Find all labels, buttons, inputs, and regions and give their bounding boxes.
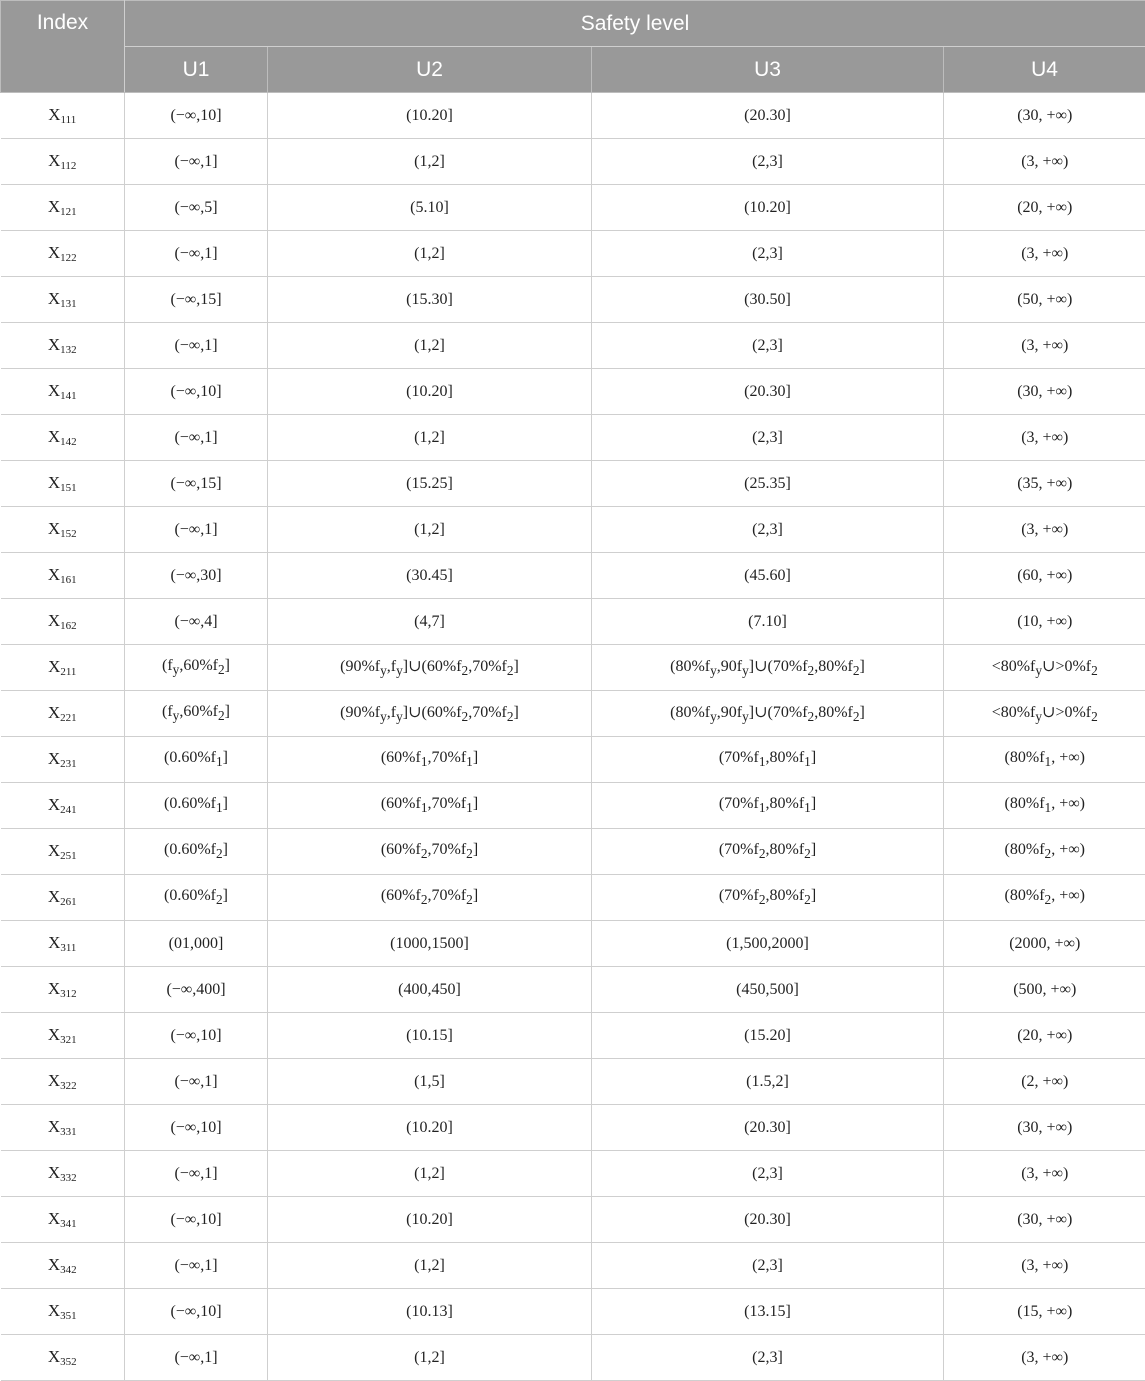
index-cell xyxy=(1,875,125,921)
level-header-u2: U2 xyxy=(268,47,592,93)
level-cell-u2: (400,450] xyxy=(268,967,592,1013)
level-cell-u1: (−∞,10] xyxy=(125,1105,268,1151)
index-subscript: 112 xyxy=(60,160,76,172)
level-cell-u1: $(f_y,60\%f_2]$ xyxy=(125,645,268,691)
level-cell-u2: (10.20] xyxy=(268,1197,592,1243)
level-cell-u4: (35, +∞) xyxy=(944,461,1145,507)
index-letter: X xyxy=(48,151,60,170)
level-cell-u1: (−∞,10] xyxy=(125,1013,268,1059)
index-cell xyxy=(1,139,125,185)
index-cell xyxy=(1,1243,125,1289)
index-letter: X xyxy=(48,611,60,630)
level-cell-u3: (10.20] xyxy=(592,185,944,231)
level-header-u4: U4 xyxy=(944,47,1145,93)
level-cell-u2: $(60\%f_2,70\%f_2]$ xyxy=(268,875,592,921)
level-cell-u3: $(80\%f_y,90f_y]\cup(70\%f_2,80\%f_2]$ xyxy=(592,645,944,691)
level-cell-u2: $(60\%f_1,70\%f_1]$ xyxy=(268,783,592,829)
level-cell-u4: $<80\%f_y\cup>0\%f_2$ xyxy=(944,645,1145,691)
table-row xyxy=(1,1289,1145,1335)
index-cell xyxy=(1,1335,125,1381)
index-subscript: 351 xyxy=(60,1310,77,1322)
index-letter: X xyxy=(48,473,60,492)
level-cell-u1: (−∞,15] xyxy=(125,277,268,323)
index-letter: X xyxy=(48,197,60,216)
index-cell xyxy=(1,231,125,277)
table-row xyxy=(1,1335,1145,1381)
level-cell-u1: (−∞,4] xyxy=(125,599,268,645)
table-body xyxy=(1,93,1145,1381)
level-cell-u2: (30.45] xyxy=(268,553,592,599)
level-cell-u2: (15.30] xyxy=(268,277,592,323)
level-cell-u1: (−∞,1] xyxy=(125,231,268,277)
table-row xyxy=(1,231,1145,277)
index-subscript: 312 xyxy=(60,988,77,1000)
level-cell-u3: (450,500] xyxy=(592,967,944,1013)
table-row xyxy=(1,369,1145,415)
level-cell-u3: (20.30] xyxy=(592,93,944,139)
table-row xyxy=(1,461,1145,507)
table-row xyxy=(1,1105,1145,1151)
index-letter: X xyxy=(48,749,60,768)
level-cell-u2: (5.10] xyxy=(268,185,592,231)
level-cell-u1: (−∞,1] xyxy=(125,1243,268,1289)
index-letter: X xyxy=(48,1071,60,1090)
index-subscript: 251 xyxy=(60,850,77,862)
level-cell-u3: (2,3] xyxy=(592,1151,944,1197)
index-letter: X xyxy=(48,979,60,998)
table-row xyxy=(1,921,1145,967)
level-cell-u3: (45.60] xyxy=(592,553,944,599)
index-letter: X xyxy=(48,933,60,952)
table-row xyxy=(1,139,1145,185)
index-cell xyxy=(1,921,125,967)
safety-level-header: Safety level xyxy=(125,1,1145,47)
level-cell-u4: (3, +∞) xyxy=(944,415,1145,461)
level-cell-u3: (20.30] xyxy=(592,1197,944,1243)
level-cell-u3: (1.5,2] xyxy=(592,1059,944,1105)
index-subscript: 142 xyxy=(60,436,77,448)
index-cell xyxy=(1,1197,125,1243)
level-cell-u1: (−∞,5] xyxy=(125,185,268,231)
index-subscript: 161 xyxy=(60,574,77,586)
level-cell-u3: (2,3] xyxy=(592,507,944,553)
index-subscript: 122 xyxy=(60,252,77,264)
level-cell-u2: (1,2] xyxy=(268,507,592,553)
index-letter: X xyxy=(48,243,60,262)
header-row-levels xyxy=(1,47,1145,93)
level-cell-u1: $(0.60\%f_2]$ xyxy=(125,875,268,921)
level-cell-u2: (1,2] xyxy=(268,415,592,461)
table-row xyxy=(1,553,1145,599)
level-cell-u4: (3, +∞) xyxy=(944,1335,1145,1381)
level-cell-u1: (−∞,15] xyxy=(125,461,268,507)
level-cell-u4: (30, +∞) xyxy=(944,1105,1145,1151)
index-letter: X xyxy=(48,105,60,124)
level-cell-u1: (−∞,1] xyxy=(125,1151,268,1197)
index-cell xyxy=(1,1151,125,1197)
index-subscript: 141 xyxy=(60,390,77,402)
index-subscript: 342 xyxy=(60,1264,77,1276)
level-cell-u4: (2000, +∞) xyxy=(944,921,1145,967)
index-letter: X xyxy=(48,1347,60,1366)
index-letter: X xyxy=(48,519,60,538)
table-row xyxy=(1,1059,1145,1105)
level-cell-u1: (01,000] xyxy=(125,921,268,967)
level-cell-u4: (30, +∞) xyxy=(944,1197,1145,1243)
level-cell-u2: (10.20] xyxy=(268,93,592,139)
level-cell-u3: (2,3] xyxy=(592,323,944,369)
index-cell xyxy=(1,1013,125,1059)
index-subscript: 162 xyxy=(60,620,77,632)
level-cell-u1: (−∞,1] xyxy=(125,1335,268,1381)
level-cell-u2: (10.20] xyxy=(268,369,592,415)
index-letter: X xyxy=(48,381,60,400)
index-letter: X xyxy=(48,427,60,446)
level-cell-u1: $(0.60\%f_1]$ xyxy=(125,783,268,829)
table-row xyxy=(1,323,1145,369)
index-subscript: 331 xyxy=(60,1126,77,1138)
index-subscript: 151 xyxy=(60,482,77,494)
index-cell xyxy=(1,369,125,415)
index-letter: X xyxy=(48,1025,60,1044)
level-cell-u1: (−∞,1] xyxy=(125,139,268,185)
index-letter: X xyxy=(48,335,60,354)
index-letter: X xyxy=(48,887,60,906)
level-cell-u4: (50, +∞) xyxy=(944,277,1145,323)
index-subscript: 352 xyxy=(60,1356,77,1368)
table-row xyxy=(1,737,1145,783)
table-row xyxy=(1,1013,1145,1059)
index-cell xyxy=(1,691,125,737)
level-cell-u2: $(60\%f_1,70\%f_1]$ xyxy=(268,737,592,783)
level-cell-u3: $(70\%f_2,80\%f_2]$ xyxy=(592,875,944,921)
index-subscript: 321 xyxy=(60,1034,77,1046)
index-letter: X xyxy=(48,841,60,860)
table-row xyxy=(1,691,1145,737)
level-cell-u3: $(70\%f_2,80\%f_2]$ xyxy=(592,829,944,875)
table-row xyxy=(1,277,1145,323)
level-cell-u1: (−∞,10] xyxy=(125,1197,268,1243)
level-cell-u1: (−∞,1] xyxy=(125,507,268,553)
level-cell-u2: (1000,1500] xyxy=(268,921,592,967)
level-cell-u4: (3, +∞) xyxy=(944,231,1145,277)
level-cell-u2: $(60\%f_2,70\%f_2]$ xyxy=(268,829,592,875)
index-subscript: 341 xyxy=(60,1218,77,1230)
index-cell xyxy=(1,461,125,507)
level-cell-u3: $(80\%f_y,90f_y]\cup(70\%f_2,80\%f_2]$ xyxy=(592,691,944,737)
level-cell-u4: $<80\%f_y\cup>0\%f_2$ xyxy=(944,691,1145,737)
level-cell-u3: (30.50] xyxy=(592,277,944,323)
table-row xyxy=(1,1197,1145,1243)
index-header: Index xyxy=(1,1,125,93)
index-subscript: 241 xyxy=(60,804,77,816)
level-cell-u2: (10.13] xyxy=(268,1289,592,1335)
level-cell-u2: (1,2] xyxy=(268,323,592,369)
level-cell-u2: (15.25] xyxy=(268,461,592,507)
level-cell-u1: (−∞,30] xyxy=(125,553,268,599)
index-letter: X xyxy=(48,289,60,308)
index-subscript: 111 xyxy=(61,114,77,126)
level-cell-u1: $(0.60\%f_2]$ xyxy=(125,829,268,875)
index-letter: X xyxy=(48,1117,60,1136)
level-cell-u1: (−∞,400] xyxy=(125,967,268,1013)
index-cell xyxy=(1,93,125,139)
level-cell-u4: ($80\%f_1$, +∞) xyxy=(944,783,1145,829)
level-cell-u2: (4,7] xyxy=(268,599,592,645)
table-row xyxy=(1,967,1145,1013)
index-subscript: 261 xyxy=(60,896,77,908)
table-row xyxy=(1,875,1145,921)
level-cell-u4: (3, +∞) xyxy=(944,323,1145,369)
index-subscript: 152 xyxy=(60,528,77,540)
level-cell-u1: (−∞,10] xyxy=(125,369,268,415)
level-cell-u3: $(70\%f_1,80\%f_1]$ xyxy=(592,737,944,783)
index-cell xyxy=(1,185,125,231)
index-cell xyxy=(1,507,125,553)
level-cell-u2: (1,2] xyxy=(268,231,592,277)
level-cell-u1: $(f_y,60\%f_2]$ xyxy=(125,691,268,737)
level-cell-u1: (−∞,10] xyxy=(125,93,268,139)
table-row xyxy=(1,783,1145,829)
index-cell xyxy=(1,967,125,1013)
level-cell-u4: (3, +∞) xyxy=(944,1243,1145,1289)
level-cell-u4: ($80\%f_1$, +∞) xyxy=(944,737,1145,783)
level-cell-u3: (20.30] xyxy=(592,1105,944,1151)
level-cell-u4: (30, +∞) xyxy=(944,369,1145,415)
level-cell-u3: (20.30] xyxy=(592,369,944,415)
level-cell-u4: (3, +∞) xyxy=(944,139,1145,185)
level-cell-u1: $(0.60\%f_1]$ xyxy=(125,737,268,783)
level-cell-u4: (30, +∞) xyxy=(944,93,1145,139)
level-cell-u1: (−∞,1] xyxy=(125,415,268,461)
level-cell-u4: (15, +∞) xyxy=(944,1289,1145,1335)
index-cell xyxy=(1,553,125,599)
index-cell xyxy=(1,783,125,829)
level-cell-u4: (10, +∞) xyxy=(944,599,1145,645)
level-cell-u1: (−∞,10] xyxy=(125,1289,268,1335)
level-header-u3: U3 xyxy=(592,47,944,93)
level-cell-u3: (25.35] xyxy=(592,461,944,507)
level-cell-u3: (2,3] xyxy=(592,139,944,185)
index-subscript: 221 xyxy=(60,712,77,724)
index-cell xyxy=(1,277,125,323)
index-letter: X xyxy=(48,565,60,584)
index-subscript: 322 xyxy=(60,1080,77,1092)
level-cell-u3: (2,3] xyxy=(592,415,944,461)
table-row xyxy=(1,93,1145,139)
table-row xyxy=(1,415,1145,461)
table-row xyxy=(1,1243,1145,1289)
level-cell-u2: (1,2] xyxy=(268,1243,592,1289)
level-cell-u4: (60, +∞) xyxy=(944,553,1145,599)
level-cell-u4: (500, +∞) xyxy=(944,967,1145,1013)
level-cell-u2: (1,2] xyxy=(268,1335,592,1381)
level-cell-u3: (15.20] xyxy=(592,1013,944,1059)
level-cell-u3: (2,3] xyxy=(592,1243,944,1289)
index-subscript: 132 xyxy=(60,344,77,356)
index-cell xyxy=(1,415,125,461)
index-subscript: 211 xyxy=(60,666,76,678)
level-cell-u3: (13.15] xyxy=(592,1289,944,1335)
index-cell xyxy=(1,1289,125,1335)
index-letter: X xyxy=(48,1209,60,1228)
level-cell-u3: (2,3] xyxy=(592,231,944,277)
index-cell xyxy=(1,599,125,645)
level-cell-u2: (10.20] xyxy=(268,1105,592,1151)
index-cell xyxy=(1,829,125,875)
index-subscript: 121 xyxy=(60,206,77,218)
level-cell-u4: (20, +∞) xyxy=(944,1013,1145,1059)
level-cell-u3: $(70\%f_1,80\%f_1]$ xyxy=(592,783,944,829)
level-cell-u1: (−∞,1] xyxy=(125,1059,268,1105)
index-cell xyxy=(1,645,125,691)
level-cell-u4: ($80\%f_2$, +∞) xyxy=(944,829,1145,875)
index-letter: X xyxy=(48,1163,60,1182)
level-header-u1: U1 xyxy=(125,47,268,93)
index-subscript: 332 xyxy=(60,1172,77,1184)
index-subscript: 131 xyxy=(60,298,77,310)
level-cell-u1: (−∞,1] xyxy=(125,323,268,369)
level-cell-u3: (7.10] xyxy=(592,599,944,645)
index-subscript: 311 xyxy=(60,942,76,954)
index-cell xyxy=(1,737,125,783)
index-cell xyxy=(1,1059,125,1105)
header-row-top xyxy=(1,1,1145,47)
level-cell-u4: (3, +∞) xyxy=(944,1151,1145,1197)
table-row xyxy=(1,1151,1145,1197)
index-cell xyxy=(1,323,125,369)
level-cell-u4: ($80\%f_2$, +∞) xyxy=(944,875,1145,921)
table-row xyxy=(1,645,1145,691)
level-cell-u2: (1,5] xyxy=(268,1059,592,1105)
table-row xyxy=(1,829,1145,875)
index-letter: X xyxy=(48,657,60,676)
level-cell-u2: (10.15] xyxy=(268,1013,592,1059)
level-cell-u4: (2, +∞) xyxy=(944,1059,1145,1105)
level-cell-u4: (3, +∞) xyxy=(944,507,1145,553)
index-cell xyxy=(1,1105,125,1151)
index-letter: X xyxy=(48,1301,60,1320)
table-row xyxy=(1,599,1145,645)
table-header xyxy=(1,1,1145,93)
index-letter: X xyxy=(48,1255,60,1274)
level-cell-u2: (1,2] xyxy=(268,1151,592,1197)
level-cell-u2: (1,2] xyxy=(268,139,592,185)
level-cell-u2: $(90\%f_y,f_y]\cup(60\%f_2,70\%f_2]$ xyxy=(268,691,592,737)
table-row xyxy=(1,185,1145,231)
level-cell-u2: $(90\%f_y,f_y]\cup(60\%f_2,70\%f_2]$ xyxy=(268,645,592,691)
index-subscript: 231 xyxy=(60,758,77,770)
index-letter: X xyxy=(48,703,60,722)
level-cell-u3: (2,3] xyxy=(592,1335,944,1381)
level-cell-u4: (20, +∞) xyxy=(944,185,1145,231)
index-letter: X xyxy=(48,795,60,814)
table-row xyxy=(1,507,1145,553)
level-cell-u3: (1,500,2000] xyxy=(592,921,944,967)
